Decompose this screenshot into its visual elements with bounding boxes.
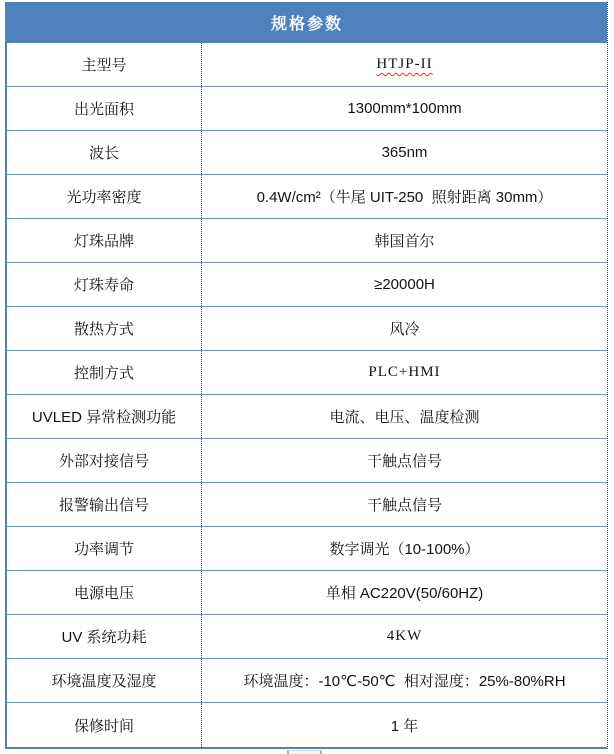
row-label: UV 系统功耗 [61,629,147,646]
row-value-cell [202,307,607,350]
table-row [7,395,607,439]
table-row [7,131,607,175]
row-value-cell [202,87,607,130]
row-value-cell [202,395,607,438]
row-value-cell [202,483,607,526]
row-label: 外部对接信号 [58,453,149,470]
table-row [7,219,607,263]
table-row [7,351,607,395]
row-label-cell [7,659,202,702]
table-row [7,175,607,219]
row-label-cell [7,351,202,394]
row-value-cell [202,43,607,86]
row-label: 环境温度及湿度 [51,673,157,690]
row-label-cell [7,219,202,262]
row-value-cell [202,439,607,482]
table-title: 规格参数 [270,16,343,33]
table-row [7,43,607,87]
table-row [7,307,607,351]
row-value: 环境温度：-10℃-50℃ 相对湿度：25%-80%RH [243,673,566,690]
row-label: 报警输出信号 [58,497,149,514]
table-row [7,263,607,307]
row-value: ≥20000H [374,276,435,293]
row-label-cell [7,307,202,350]
row-value: 1300mm*100mm [347,100,462,117]
row-label: UVLED 异常检测功能 [31,409,177,426]
row-value: PLC+HMI [368,364,441,380]
row-value: 风冷 [389,321,420,338]
row-value: HTJP-II [376,56,433,72]
row-label-cell [7,527,202,570]
row-label: 出光面积 [73,101,134,118]
row-value-cell [202,659,607,702]
row-value-cell [202,263,607,306]
row-value: 干触点信号 [366,497,442,514]
row-label-cell [7,131,202,174]
row-value: 韩国首尔 [374,233,435,250]
row-value-cell [202,175,607,218]
table-row [7,703,607,747]
row-label: 主型号 [81,57,127,74]
row-label-cell [7,175,202,218]
row-label-cell [7,703,202,747]
row-value-cell [202,571,607,614]
row-value-cell [202,351,607,394]
row-label-cell [7,439,202,482]
row-label: 功率调节 [73,541,134,558]
row-value: 1 年 [390,717,419,735]
row-value-cell [202,615,607,658]
row-label-cell [7,483,202,526]
row-value: 数字调光（10-100%） [329,541,480,558]
table-row [7,615,607,659]
table-row [7,571,607,615]
table-row [7,439,607,483]
row-label-cell [7,43,202,86]
scrollbar-thumb[interactable] [287,750,322,754]
row-value: 干触点信号 [366,453,442,470]
row-value-cell [202,703,607,747]
row-label: 灯珠寿命 [73,277,134,294]
row-label-cell [7,263,202,306]
table-row [7,527,607,571]
spec-table [5,2,608,749]
table-row [7,87,607,131]
row-label-cell [7,87,202,130]
row-label: 波长 [88,145,119,162]
spec-table-body [7,43,607,747]
row-label: 灯珠品牌 [73,233,134,250]
row-label-cell [7,615,202,658]
row-label: 光功率密度 [66,189,142,206]
table-row [7,483,607,527]
spec-table-header [7,2,607,43]
row-label: 控制方式 [73,365,134,382]
row-value: 0.4W/cm²（牛尾 UIT-250 照射距离 30mm） [256,189,553,206]
row-value: 电流、电压、温度检测 [329,409,480,426]
row-value: 365nm [381,144,428,161]
row-label: 电源电压 [73,585,134,602]
row-label-cell [7,395,202,438]
row-value-cell [202,131,607,174]
row-value: 单相 AC220V(50/60HZ) [325,585,484,602]
row-label: 散热方式 [73,321,134,338]
row-value-cell [202,219,607,262]
row-label: 保修时间 [73,717,134,735]
table-row [7,659,607,703]
row-label-cell [7,571,202,614]
row-value: 4KW [386,628,423,644]
row-value-cell [202,527,607,570]
